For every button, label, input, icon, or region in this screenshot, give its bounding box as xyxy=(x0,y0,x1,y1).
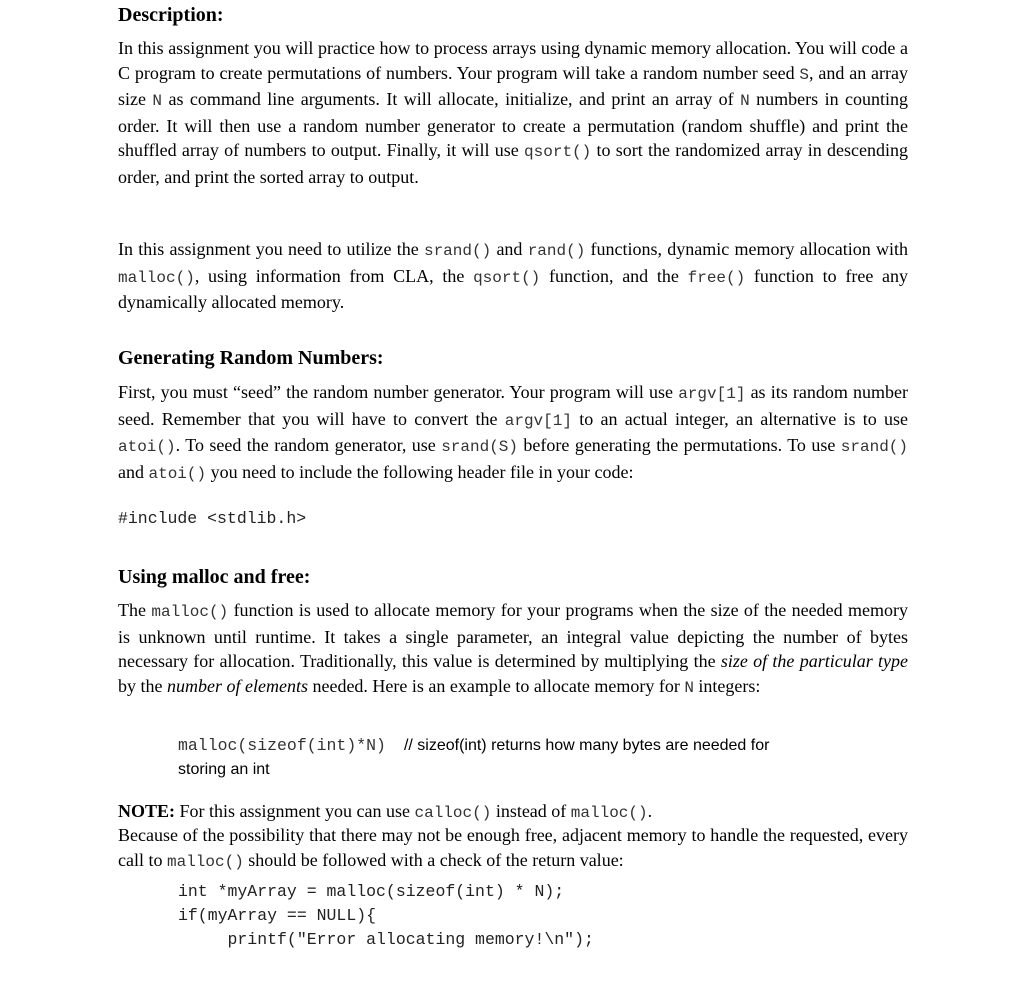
size-variable: N xyxy=(152,92,163,110)
malloc-check-paragraph: Because of the possibility that there may not be enough free, adjacent memory to handle the requested, every call to malloc() should be followed with a check of the return value: xyxy=(118,825,908,871)
note-line: NOTE: For this assignment you can use calloc() instead of malloc(). xyxy=(118,801,653,822)
random-numbers-paragraph: First, you must “seed” the random number generator. Your program will use argv[1] as its random number seed. Remember that you will have to convert the argv[1] to an actual integer, an alternative is to use atoi(). To seed the random generator, use srand(S) before generating the permutations. To use srand() and atoi() you need to include the following header file in your code: xyxy=(118,382,908,483)
malloc-example-comment-cont: storing an int xyxy=(178,761,270,778)
seed-variable: S xyxy=(799,65,810,84)
qsort-code: qsort() xyxy=(524,143,592,161)
code-line: printf("Error allocating memory!\n"); xyxy=(178,930,594,949)
description-paragraph-1: In this assignment you will practice how to process arrays using dynamic memory allocation. You will code a C program to create permutations of numbers. Your program will take a random number seed S, and an array size N as command line arguments. It will allocate, initialize, and print an array of N numbers in counting order. It will then use a random number generator to create a permutation (random shuffle) and print the shuffled array of numbers to output. Finally, it will use qsort() to sort the randomized array in descending order, and print the sorted array to output. xyxy=(118,38,909,187)
description-heading: Description: xyxy=(118,4,224,26)
malloc-example-comment: // sizeof(int) returns how many bytes are needed for xyxy=(403,737,770,754)
malloc-check-code xyxy=(178,880,594,952)
random-numbers-heading: Generating Random Numbers: xyxy=(118,347,384,369)
include-line: #include <stdlib.h> xyxy=(118,509,307,528)
description-paragraph-2: In this assignment you need to utilize the srand() and rand() functions, dynamic memory allocation with malloc(), using information from CLA, the qsort() function, and the free() function to free any dynamically allocated memory. xyxy=(118,239,909,312)
malloc-example-code: malloc(sizeof(int)*N) xyxy=(178,736,386,755)
malloc-heading: Using malloc and free: xyxy=(118,566,311,588)
code-line: int *myArray = malloc(sizeof(int) * N); xyxy=(178,882,565,901)
code-line: if(myArray == NULL){ xyxy=(178,906,377,925)
malloc-paragraph: The malloc() function is used to allocate memory for your programs when the size of the needed memory is unknown until runtime. It takes a single parameter, an integral value depicting the number of bytes necessary for allocation. Traditionally, this value is determined by multiplying the size of the particular type by the number of elements needed. Here is an example to allocate memory for N integers: xyxy=(118,600,909,697)
note-label: NOTE: xyxy=(118,801,176,821)
malloc-example xyxy=(178,734,908,782)
